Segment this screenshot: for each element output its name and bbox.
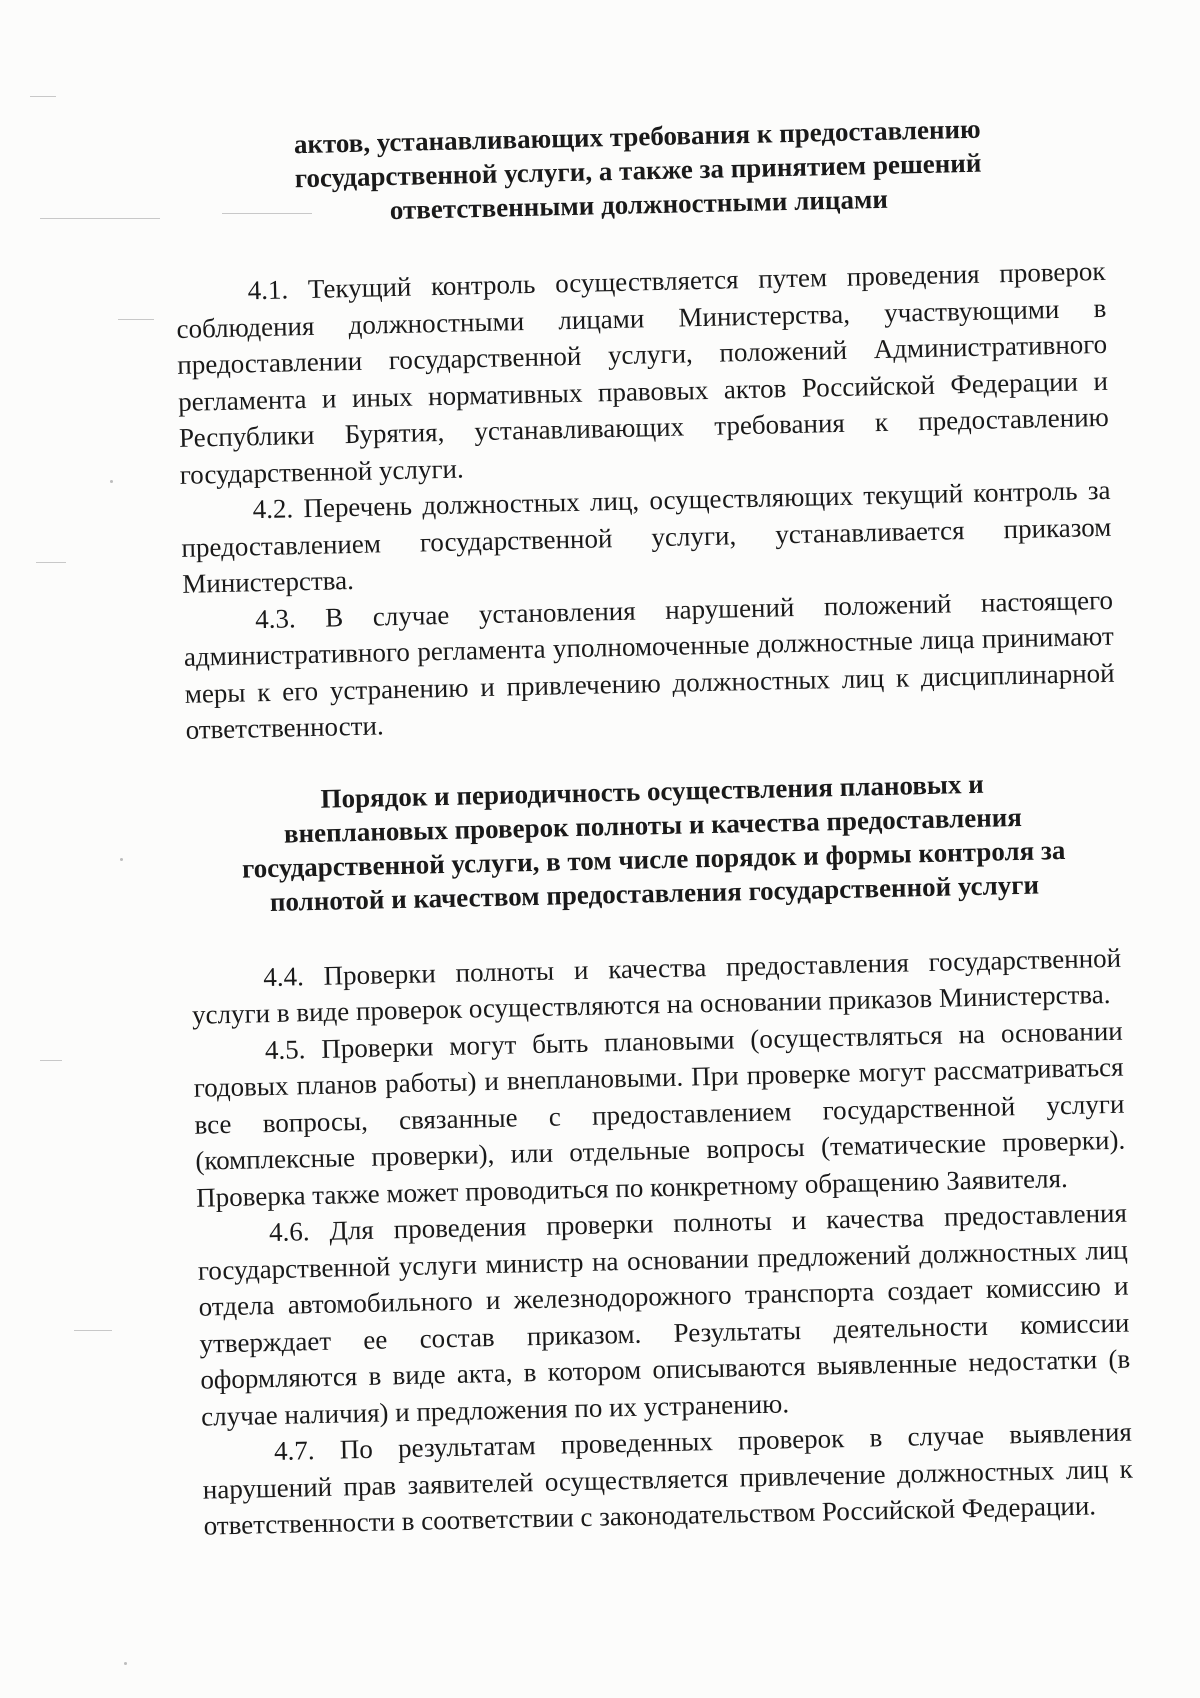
paragraph-4-3: 4.3. В случае установления нарушений положений настоящего административного регламента уполномоченные должностные лица принимают меры к его устранению и привлечению должностных лиц к дисциплинарной ответственности. <box>183 584 1115 745</box>
paragraph-4-1: 4.1. Текущий контроль осуществляется путем проведения проверок соблюдения должностными лицами Министерства, участвующими в предоставлении государственной услуги, положений Административного регламента и иных нормативных правовых актов Российской Федерации и Республики Бурятия, устанавливающих требования к предоставлению государственной услуги. <box>176 255 1110 490</box>
paragraph-4-7: 4.7. По результатам проведенных проверок в случае выявления нарушений прав заявителей осуществляется привлечение должностных лиц к ответственности в соответствии с законодательством Российской Федерации. <box>202 1416 1133 1541</box>
heading-line: Порядок и периодичность осуществления плановых и <box>320 768 985 814</box>
heading-line: внеплановых проверок полноты и качества предоставления <box>283 801 1023 849</box>
scan-artifact <box>118 319 154 320</box>
heading-line: полнотой и качеством предоставления государственной услуги <box>269 869 1040 917</box>
heading-line: ответственными должностными лицами <box>389 183 889 226</box>
scan-artifact <box>120 858 123 861</box>
paragraph-4-5: 4.5. Проверки могут быть плановыми (осуществляться на основании годовых планов работы) и внеплановыми. При проверке могут рассматриваться все вопросы, связанные с предоставлением государственной услуги (комплексные проверки), или отдельные вопросы (тематические проверки). Проверка также может проводиться по конкретному обращению Заявителя. <box>193 1015 1126 1213</box>
heading-line: государственной услуги, а также за принятием решений <box>294 147 982 194</box>
scan-artifact <box>40 1060 62 1061</box>
scan-artifact <box>74 1330 112 1331</box>
document-body <box>172 109 1134 1544</box>
heading-line: государственной услуги, в том числе порядок и формы контроля за <box>241 834 1066 884</box>
scan-artifact <box>36 562 66 563</box>
scan-artifact <box>124 1662 127 1665</box>
paragraph-4-6: 4.6. Для проведения проверки полноты и качества предоставления государственной услуги министр на основании предложений должностных лиц отдела автомобильного и железнодорожного транспорта создает комиссию и утверждает ее состав приказом. Результаты деятельности комиссии оформляются в виде акта, в котором описываются выявленные недостатки (в случае наличия) и предложения по их устранению. <box>197 1197 1131 1432</box>
scan-artifact <box>110 480 113 483</box>
scan-artifact <box>30 96 56 97</box>
heading-line: актов, устанавливающих требования к предоставлению <box>293 113 981 160</box>
scan-artifact <box>40 218 160 219</box>
paragraph-4-4: 4.4. Проверки полноты и качества предоставления государственной услуги в виде проверок осуществляются на основании приказов Министерства. <box>191 942 1122 1030</box>
section-heading-2 <box>187 763 1120 920</box>
paragraph-4-2: 4.2. Перечень должностных лиц, осуществляющих текущий контроль за предоставлением государственной услуги, устанавливается приказом Министерства. <box>181 474 1112 599</box>
